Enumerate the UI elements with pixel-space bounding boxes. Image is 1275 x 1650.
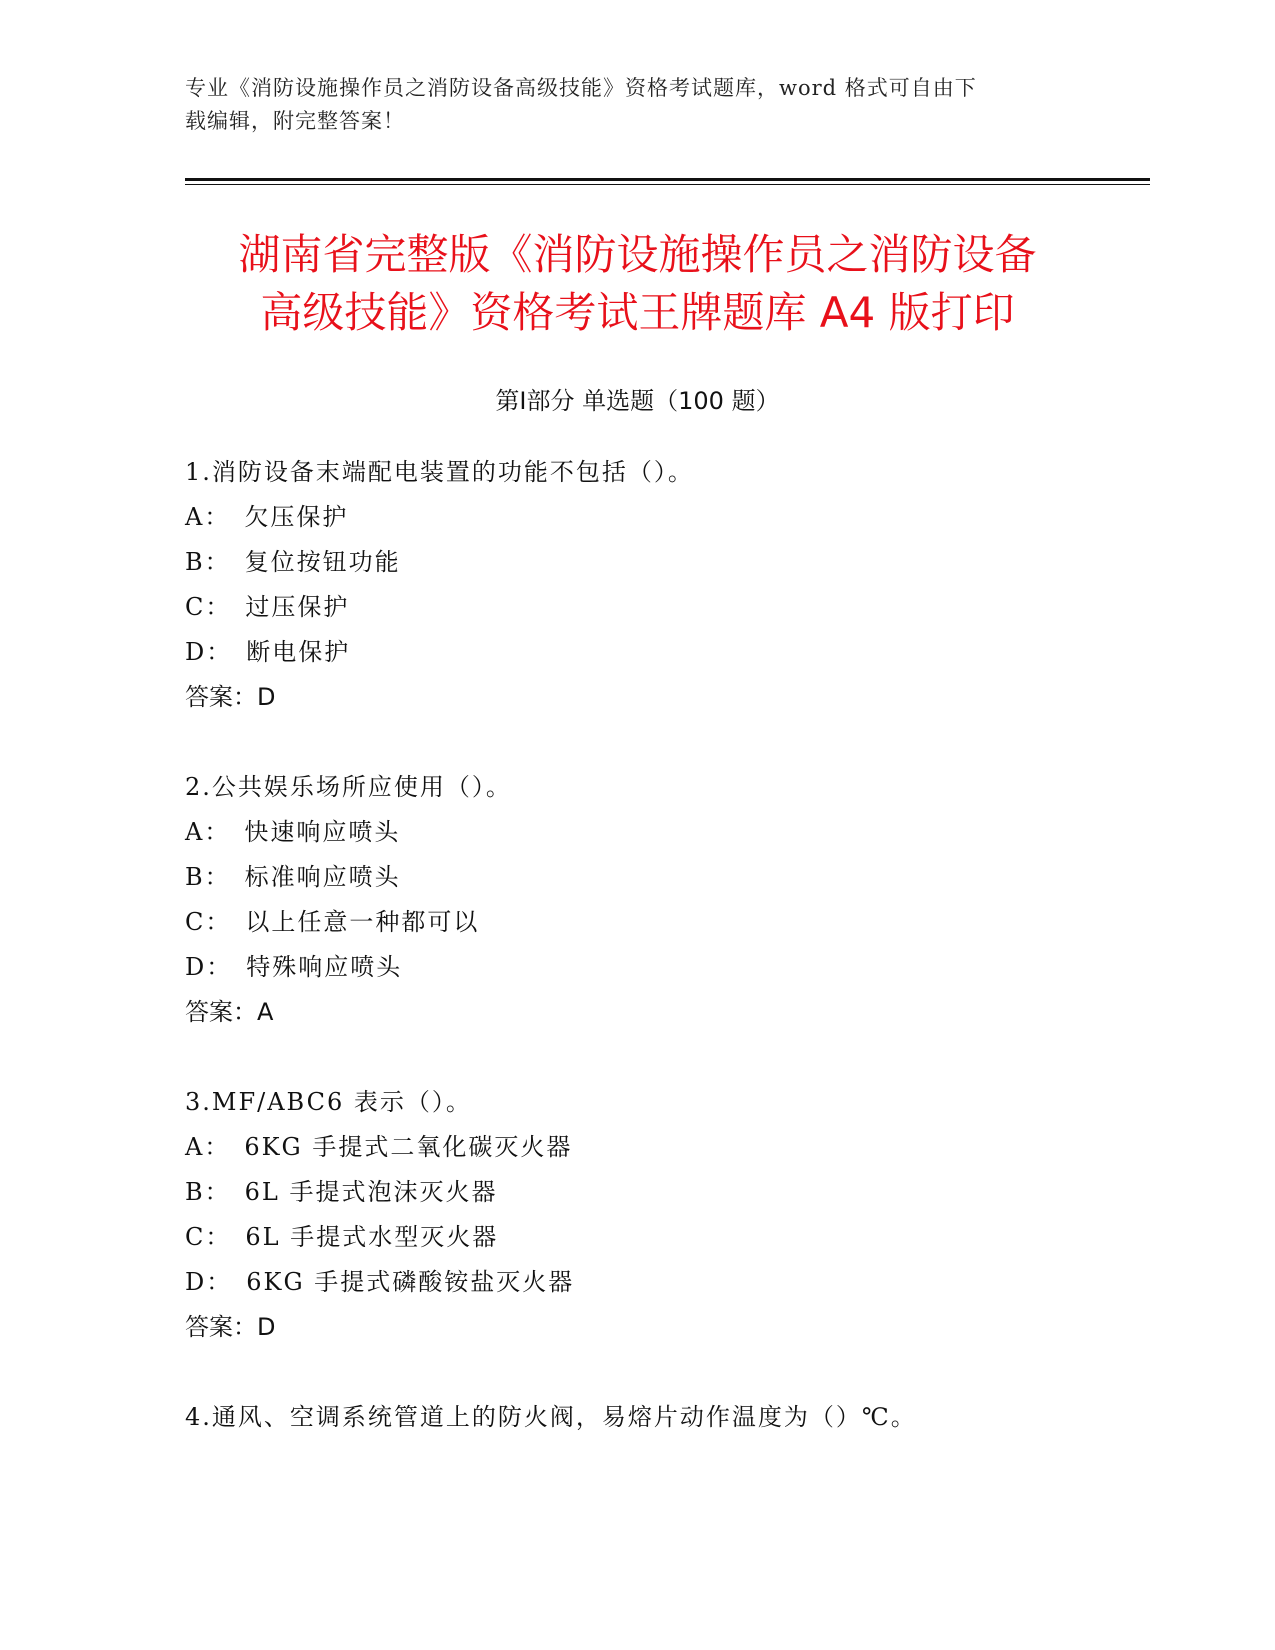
question-2: [185, 765, 1145, 1035]
section-title: 第Ⅰ部分 单选题（100 题）: [495, 387, 780, 415]
answer-label: 答案：: [185, 683, 257, 711]
option-text: 欠压保护: [244, 503, 349, 531]
question-stem: 4.通风、空调系统管道上的防火阀，易熔片动作温度为（）℃。: [185, 1403, 917, 1431]
answer-value: D: [257, 683, 276, 711]
header-note-line-1: 专业《消防设施操作员之消防设备高级技能》资格考试题库，word 格式可自由下: [185, 76, 977, 100]
option-key: B：: [185, 548, 231, 576]
option-a: [185, 810, 1145, 855]
option-c: [185, 900, 1145, 945]
header-note-line-2: 载编辑，附完整答案！: [185, 109, 405, 133]
answer-value: D: [257, 1313, 276, 1341]
document-title-line-2: 高级技能》资格考试王牌题库 A4 版打印: [260, 288, 1015, 337]
option-key: B：: [185, 863, 231, 891]
option-b: [185, 1170, 1145, 1215]
option-key: C：: [185, 908, 232, 936]
option-d: [185, 945, 1145, 990]
option-key: A：: [185, 503, 231, 531]
option-key: D：: [185, 953, 233, 981]
answer-line: [185, 675, 1145, 720]
header-note: [185, 72, 1065, 138]
option-text: 复位按钮功能: [244, 548, 401, 576]
header-rule-thin: [185, 184, 1150, 185]
option-text: 特殊响应喷头: [246, 953, 403, 981]
option-text: 断电保护: [246, 638, 351, 666]
answer-line: [185, 990, 1145, 1035]
option-key: D：: [185, 638, 233, 666]
option-text: 6KG 手提式磷酸铵盐灭火器: [246, 1268, 575, 1296]
option-text: 过压保护: [245, 593, 350, 621]
header-rule-thick: [185, 178, 1150, 181]
option-d: [185, 630, 1145, 675]
option-text: 6L 手提式水型灭火器: [245, 1223, 499, 1251]
answer-value: A: [257, 998, 274, 1026]
answer-label: 答案：: [185, 998, 257, 1026]
option-text: 标准响应喷头: [244, 863, 401, 891]
option-b: [185, 540, 1145, 585]
option-c: [185, 1215, 1145, 1260]
document-title-line-1: 湖南省完整版《消防设施操作员之消防设备: [238, 230, 1037, 279]
document-title: [150, 226, 1125, 342]
answer-label: 答案：: [185, 1313, 257, 1341]
option-key: A：: [185, 1133, 231, 1161]
question-stem: 1.消防设备末端配电装置的功能不包括（）。: [185, 458, 694, 486]
option-text: 6L 手提式泡沫灭火器: [244, 1178, 498, 1206]
option-key: D：: [185, 1268, 233, 1296]
question-1: [185, 450, 1145, 720]
option-text: 以上任意一种都可以: [245, 908, 480, 936]
option-key: A：: [185, 818, 231, 846]
answer-line: [185, 1305, 1145, 1350]
option-b: [185, 855, 1145, 900]
option-d: [185, 1260, 1145, 1305]
option-c: [185, 585, 1145, 630]
question-stem: 2.公共娱乐场所应使用（）。: [185, 773, 512, 801]
option-text: 6KG 手提式二氧化碳灭火器: [244, 1133, 573, 1161]
question-stem: 3.MF/ABC6 表示（）。: [185, 1088, 472, 1116]
question-4: [185, 1395, 1145, 1440]
option-key: C：: [185, 593, 232, 621]
option-a: [185, 1125, 1145, 1170]
question-3: [185, 1080, 1145, 1350]
option-text: 快速响应喷头: [244, 818, 401, 846]
option-a: [185, 495, 1145, 540]
option-key: B：: [185, 1178, 231, 1206]
option-key: C：: [185, 1223, 232, 1251]
